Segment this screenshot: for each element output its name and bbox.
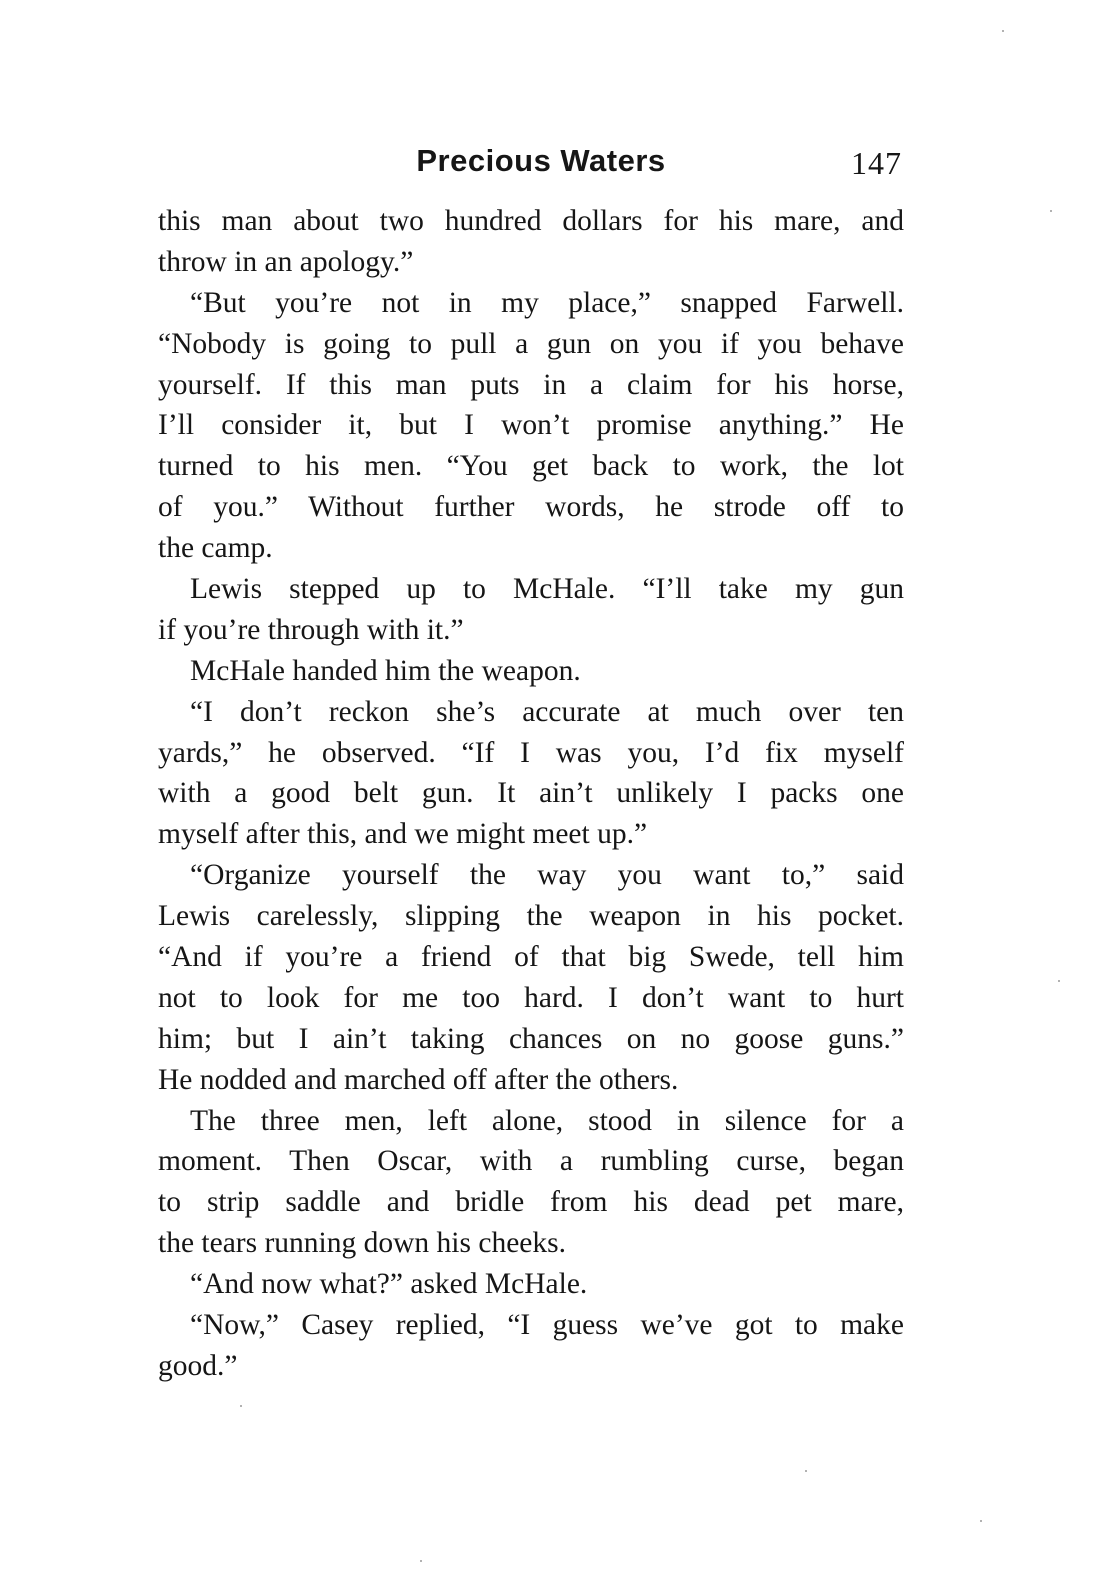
text-line: McHale handed him the weapon. — [190, 654, 581, 687]
text-line: “Nobody is going to pull a gun on you if you behave — [158, 327, 904, 360]
body-text — [158, 201, 904, 1387]
scan-speck — [1050, 210, 1052, 212]
text-line: I’ll consider it, but I won’t promise anything.” He — [158, 409, 904, 442]
text-line: moment. Then Oscar, with a rumbling curse, began — [158, 1145, 904, 1178]
text-line: if you’re through with it.” — [158, 613, 464, 646]
text-line: yourself. If this man puts in a claim for his horse, — [158, 368, 904, 401]
running-header — [158, 137, 904, 185]
running-title: Precious Waters — [416, 143, 666, 178]
text-line: turned to his men. “You get back to work, the lot — [158, 450, 904, 483]
text-line: “I don’t reckon she’s accurate at much over ten — [190, 695, 904, 728]
scan-speck — [805, 1470, 807, 1472]
text-line: Lewis carelessly, slipping the weapon in his pocket. — [158, 900, 904, 933]
text-line: “Organize yourself the way you want to,” said — [190, 859, 904, 892]
text-line: Lewis stepped up to McHale. “I’ll take my gun — [190, 573, 904, 606]
text-line: of you.” Without further words, he strode off to — [158, 491, 904, 524]
text-line: He nodded and marched off after the others. — [158, 1063, 679, 1096]
scan-speck — [1058, 980, 1060, 982]
scan-speck — [980, 1520, 982, 1522]
text-line: him; but I ain’t taking chances on no goose guns.” — [158, 1022, 904, 1055]
text-line: the camp. — [158, 532, 273, 565]
text-line: myself after this, and we might meet up.” — [158, 818, 648, 851]
text-line: the tears running down his cheeks. — [158, 1227, 566, 1260]
text-line: yards,” he observed. “If I was you, I’d fix myself — [158, 736, 904, 769]
text-line: “And if you’re a friend of that big Swede, tell him — [158, 941, 904, 974]
text-line: not to look for me too hard. I don’t want to hurt — [158, 981, 904, 1014]
text-line: The three men, left alone, stood in silence for a — [190, 1104, 904, 1137]
page-number: 147 — [851, 145, 902, 181]
text-line: this man about two hundred dollars for his mare, and — [158, 205, 904, 237]
scan-speck — [240, 1405, 242, 1407]
scan-speck — [1002, 30, 1004, 32]
scan-speck — [420, 1560, 422, 1562]
text-line: to strip saddle and bridle from his dead pet mare, — [158, 1186, 904, 1219]
text-line: with a good belt gun. It ain’t unlikely I packs one — [158, 777, 904, 810]
text-line: “And now what?” asked McHale. — [190, 1268, 588, 1301]
text-line: “But you’re not in my place,” snapped Farwell. — [190, 286, 904, 319]
text-line: good.” — [158, 1349, 238, 1382]
text-line: “Now,” Casey replied, “I guess we’ve got to make — [190, 1309, 904, 1342]
text-line: throw in an apology.” — [158, 245, 414, 278]
